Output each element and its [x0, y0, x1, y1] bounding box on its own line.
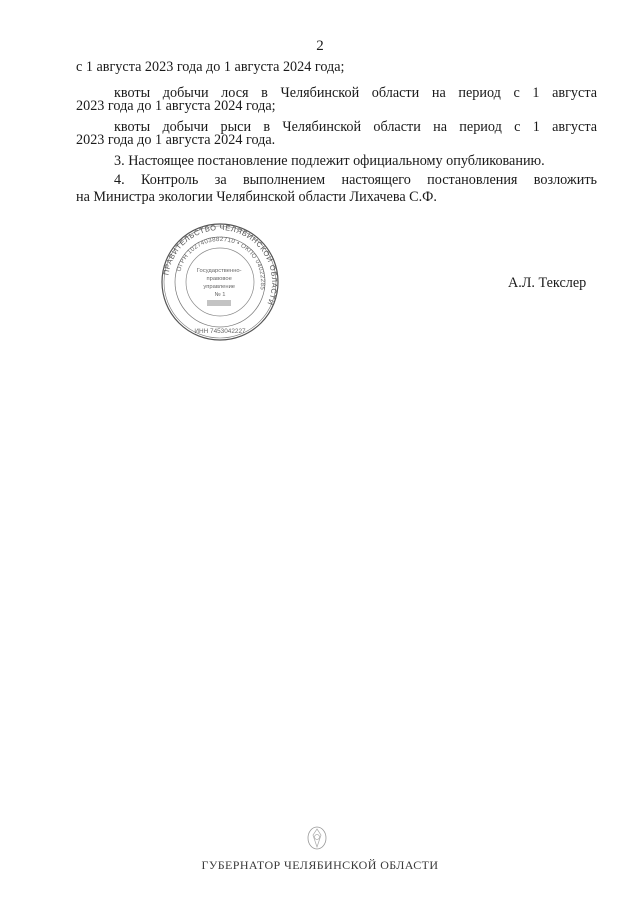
body-line: 2023 года до 1 августа 2024 года. [76, 132, 276, 148]
seal-center-line: Государственно- [196, 268, 242, 274]
body-line: 3. Настоящее постановление подлежит официальному опубликованию. [114, 153, 545, 169]
body-line: квоты добычи рыси в Челябинской области на период с 1 августа [114, 119, 597, 135]
coat-of-arms-icon [303, 823, 331, 853]
page-number: 2 [316, 38, 324, 54]
body-line: на Министра экологии Челябинской области Лихачева С.Ф. [76, 189, 437, 205]
svg-text:ОГРН 1027403882710 • ОКПО 0402 [175, 236, 266, 291]
seal-outer-text: ПРАВИТЕЛЬСТВО ЧЕЛЯБИНСКОЙ ОБЛАСТИ [161, 222, 280, 307]
body-line: 2023 года до 1 августа 2024 года; [76, 98, 276, 114]
official-seal-stamp [160, 222, 280, 342]
seal-smudge [207, 300, 231, 306]
footer-title: ГУБЕРНАТОР ЧЕЛЯБИНСКОЙ ОБЛАСТИ [201, 858, 439, 872]
body-line: 4. Контроль за выполнением настоящего постановления возложить [114, 172, 597, 188]
body-line: с 1 августа 2023 года до 1 августа 2024 года; [76, 59, 345, 75]
seal-center-line: управление [203, 284, 236, 290]
seal-center-line: правовое [206, 276, 232, 282]
seal-inner-text: ОГРН 1027403882710 • ОКПО 04022285 [175, 235, 267, 291]
svg-text:Государственно- правовое [197, 268, 243, 298]
seal-center-line: № 1 [214, 292, 226, 298]
signature-name: А.Л. Текслер [508, 275, 587, 291]
seal-bottom-text: ИНН 7453042227 [194, 328, 246, 335]
body-line: квоты добычи лося в Челябинской области на период с 1 августа [114, 85, 597, 101]
